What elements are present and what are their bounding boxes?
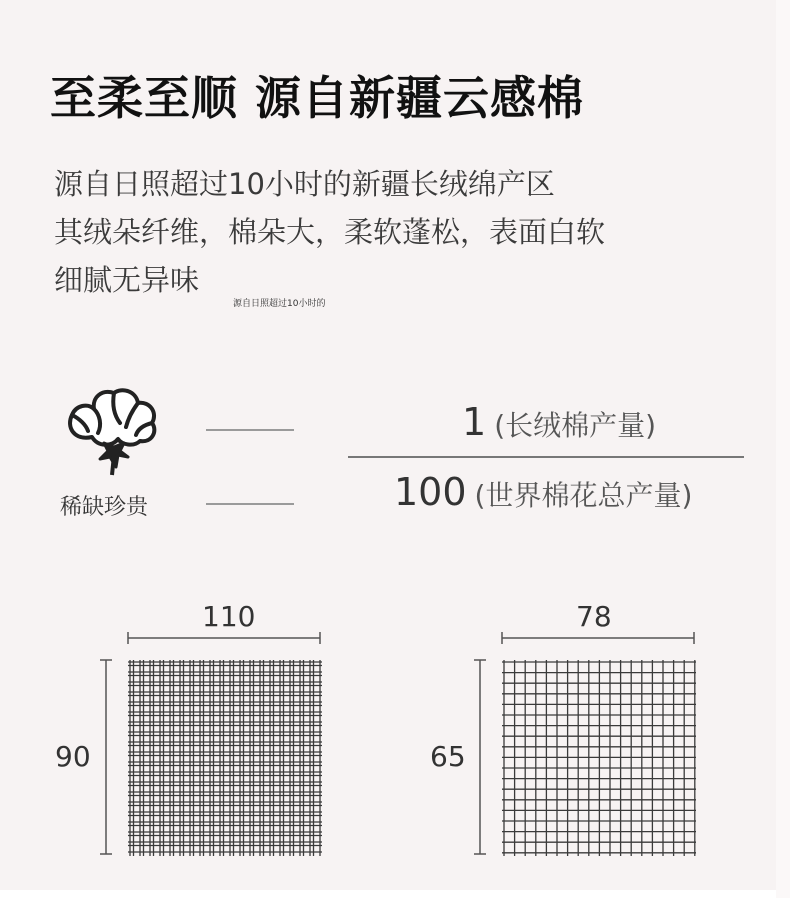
dense-weave-grid: [100, 628, 330, 860]
sparse-weave-grid: [474, 628, 704, 860]
cotton-boll-icon: [62, 385, 160, 477]
description-line: 源自日照超过10小时的新疆长绒绵产区: [54, 167, 555, 201]
scarcity-label: 稀缺珍贵: [60, 495, 149, 520]
description-line: 其绒朵纤维，棉朵大，柔软蓬松，表面白软: [54, 215, 606, 249]
fraction-line: [348, 456, 744, 458]
page-title: 至柔至顺 源自新疆云感棉: [50, 71, 585, 125]
sparse-width-label: 78: [576, 600, 612, 633]
small-caption: 源自日照超过10小时的: [233, 299, 326, 309]
page-edge: [776, 0, 790, 898]
dense-height-label: 90: [55, 740, 91, 773]
sparse-height-label: 65: [430, 740, 466, 773]
numerator-label: (长绒棉产量): [494, 409, 657, 442]
numerator-value: 1: [462, 400, 487, 444]
dash-line: [206, 503, 294, 505]
description-line: 细腻无异味: [54, 263, 200, 297]
description-block: [54, 160, 605, 304]
dense-width-label: 110: [202, 600, 256, 633]
denominator-label: (世界棉花总产量): [474, 479, 693, 512]
dash-line: [206, 429, 294, 431]
denominator-value: 100: [394, 470, 467, 514]
ratio-numerator: [462, 400, 656, 444]
ratio-denominator: [394, 470, 692, 514]
